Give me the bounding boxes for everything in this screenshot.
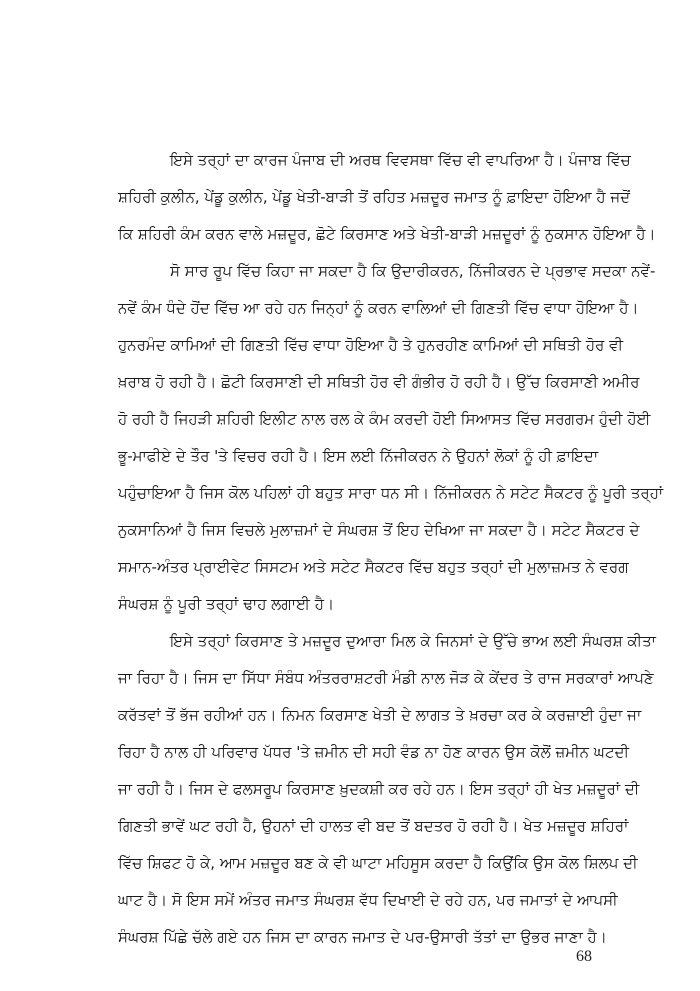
text-line: ਇਸੇ ਤਰ੍ਹਾਂ ਕਿਰਸਾਣ ਤੇ ਮਜ਼ਦੂਰ ਦੁਆਰਾ ਮਿਲ ਕੇ ਜਿਨਸਾਂ ਦੇ ਉੱਚੇ ਭਾਅ ਲਈ ਸੰਘਰਸ਼ ਕੀਤਾ (170, 632, 656, 650)
text-line: ਭੂ-ਮਾਫੀਏ ਦੇ ਤੌਰ 'ਤੇ ਵਿਚਰ ਰਹੀ ਹੈ। ਇਸ ਲਈ ਨਿੱਜੀਕਰਨ ਨੇ ਉਹਨਾਂ ਲੋਕਾਂ ਨੂੰ ਹੀ ਫ਼ਾਇਦਾ (118, 447, 599, 465)
text-line: ਨੁਕਸਾਨਿਆਂ ਹੈ ਜਿਸ ਵਿਚਲੇ ਮੁਲਾਜ਼ਮਾਂ ਦੇ ਸੰਘਰਸ਼ ਤੋਂ ਇਹ ਦੇਖਿਆ ਜਾ ਸਕਦਾ ਹੈ। ਸਟੇਟ ਸੈਕਟਰ ਦੇ (118, 521, 640, 539)
text-line: ਜਾ ਰਿਹਾ ਹੈ। ਜਿਸ ਦਾ ਸਿੱਧਾ ਸੰਬੰਧ ਅੰਤਰਰਾਸ਼ਟਰੀ ਮੰਡੀ ਨਾਲ ਜੋੜ ਕੇ ਕੇਂਦਰ ਤੇ ਰਾਜ ਸਰਕਾਰਾਂ ਆਪਣੇ (118, 669, 654, 687)
text-line: ਕਰੱਤਵਾਂ ਤੋਂ ਭੱਜ ਰਹੀਆਂ ਹਨ। ਨਿਮਨ ਕਿਰਸਾਣ ਖੇਤੀ ਦੇ ਲਾਗਤ ਤੇ ਖ਼ਰਚਾ ਕਰ ਕੇ ਕਰਜ਼ਾਈ ਹੁੰਦਾ ਜਾ (118, 706, 642, 724)
text-line: ਪਹੁੰਚਾਇਆ ਹੈ ਜਿਸ ਕੋਲ ਪਹਿਲਾਂ ਹੀ ਬਹੁਤ ਸਾਰਾ ਧਨ ਸੀ। ਨਿੱਜੀਕਰਨ ਨੇ ਸਟੇਟ ਸੈਕਟਰ ਨੂੰ ਪੂਰੀ ਤਰ੍ਹਾਂ (118, 484, 664, 502)
text-line: ਕਿ ਸ਼ਹਿਰੀ ਕੰਮ ਕਰਨ ਵਾਲੇ ਮਜ਼ਦੂਰ, ਛੋਟੇ ਕਿਰਸਾਣ ਅਤੇ ਖੇਤੀ-ਬਾੜੀ ਮਜ਼ਦੂਰਾਂ ਨੂੰ ਨੁਕਸਾਨ ਹੋਇਆ ਹੈ। (118, 225, 656, 243)
text-line: ਸਮਾਨ-ਅੰਤਰ ਪ੍ਰਾਈਵੇਟ ਸਿਸਟਮ ਅਤੇ ਸਟੇਟ ਸੈਕਟਰ ਵਿੱਚ ਬਹੁਤ ਤਰ੍ਹਾਂ ਦੀ ਮੁਲਾਜ਼ਮਤ ਨੇ ਵਰਗ (118, 558, 629, 576)
paragraph (118, 626, 656, 959)
text-line: ਸ਼ਹਿਰੀ ਕੁਲੀਨ, ਪੇਂਡੂ ਕੁਲੀਨ, ਪੇਂਡੂ ਖੇਤੀ-ਬਾੜੀ ਤੋਂ ਰਹਿਤ ਮਜ਼ਦੂਰ ਜਮਾਤ ਨੂੰ ਫ਼ਾਇਦਾ ਹੋਇਆ ਹੈ ਜਦੋਂ (118, 188, 631, 206)
text-line: ਘਾਟ ਹੈ। ਸੋ ਇਸ ਸਮੇਂ ਅੰਤਰ ਜਮਾਤ ਸੰਘਰਸ਼ ਵੱਧ ਦਿਖਾਈ ਦੇ ਰਹੇ ਹਨ, ਪਰ ਜਮਾਤਾਂ ਦੇ ਆਪਸੀ (118, 891, 618, 909)
text-line: ਨਵੇਂ ਕੰਮ ਧੰਦੇ ਹੋਂਦ ਵਿੱਚ ਆ ਰਹੇ ਹਨ ਜਿਨ੍ਹਾਂ ਨੂੰ ਕਰਨ ਵਾਲਿਆਂ ਦੀ ਗਿਣਤੀ ਵਿੱਚ ਵਾਧਾ ਹੋਇਆ ਹੈ। (118, 299, 639, 317)
text-line: ਹੋ ਰਹੀ ਹੈ ਜਿਹੜੀ ਸ਼ਹਿਰੀ ਇਲੀਟ ਨਾਲ ਰਲ ਕੇ ਕੰਮ ਕਰਦੀ ਹੋਈ ਸਿਆਸਤ ਵਿੱਚ ਸਰਗਰਮ ਹੁੰਦੀ ਹੋਈ (118, 410, 651, 428)
text-line: ਇਸੇ ਤਰ੍ਹਾਂ ਦਾ ਕਾਰਜ ਪੰਜਾਬ ਦੀ ਅਰਥ ਵਿਵਸਥਾ ਵਿੱਚ ਵੀ ਵਾਪਰਿਆ ਹੈ। ਪੰਜਾਬ ਵਿੱਚ (170, 151, 631, 169)
text-line: ਰਿਹਾ ਹੈ ਨਾਲ ਹੀ ਪਰਿਵਾਰ ਪੱਧਰ 'ਤੇ ਜ਼ਮੀਨ ਦੀ ਸਹੀ ਵੰਡ ਨਾ ਹੋਣ ਕਾਰਨ ਉਸ ਕੋਲੋਂ ਜ਼ਮੀਨ ਘਟਦੀ (118, 743, 630, 761)
paragraph (118, 145, 656, 256)
text-line: ਜਾ ਰਹੀ ਹੈ। ਜਿਸ ਦੇ ਫਲਸਰੂਪ ਕਿਰਸਾਣ ਖ਼ੁਦਕਸ਼ੀ ਕਰ ਰਹੇ ਹਨ। ਇਸ ਤਰ੍ਹਾਂ ਹੀ ਖੇਤ ਮਜ਼ਦੂਰਾਂ ਦੀ (118, 780, 640, 798)
page-number: 68 (576, 948, 592, 965)
document-body (118, 145, 664, 959)
text-line: ਸੋ ਸਾਰ ਰੂਪ ਵਿੱਚ ਕਿਹਾ ਜਾ ਸਕਦਾ ਹੈ ਕਿ ਉਦਾਰੀਕਰਨ, ਨਿੱਜੀਕਰਨ ਦੇ ਪ੍ਰਭਾਵ ਸਦਕਾ ਨਵੇਂ- (170, 262, 656, 280)
text-line: ਖ਼ਰਾਬ ਹੋ ਰਹੀ ਹੈ। ਛੋਟੀ ਕਿਰਸਾਣੀ ਦੀ ਸਥਿਤੀ ਹੋਰ ਵੀ ਗੰਭੀਰ ਹੋ ਰਹੀ ਹੈ। ਉੱਚ ਕਿਰਸਾਣੀ ਅਮੀਰ (118, 373, 640, 391)
text-line: ਸੰਘਰਸ਼ ਨੂੰ ਪੂਰੀ ਤਰ੍ਹਾਂ ਢਾਹ ਲਗਾਈ ਹੈ। (118, 595, 335, 613)
paragraph (118, 256, 664, 626)
text-line: ਗਿਣਤੀ ਭਾਵੇਂ ਘਟ ਰਹੀ ਹੈ, ਉਹਨਾਂ ਦੀ ਹਾਲਤ ਵੀ ਬਦ ਤੋਂ ਬਦਤਰ ਹੋ ਰਹੀ ਹੈ। ਖੇਤ ਮਜ਼ਦੂਰ ਸ਼ਹਿਰਾਂ (118, 817, 629, 835)
text-line: ਹੁਨਰਮੰਦ ਕਾਮਿਆਂ ਦੀ ਗਿਣਤੀ ਵਿੱਚ ਵਾਧਾ ਹੋਇਆ ਹੈ ਤੇ ਹੁਨਰਹੀਣ ਕਾਮਿਆਂ ਦੀ ਸਥਿਤੀ ਹੋਰ ਵੀ (118, 336, 624, 354)
text-line: ਸੰਘਰਸ਼ ਪਿੱਛੇ ਚੱਲੇ ਗਏ ਹਨ ਜਿਸ ਦਾ ਕਾਰਨ ਜਮਾਤ ਦੇ ਪਰ-ਉਸਾਰੀ ਤੱਤਾਂ ਦਾ ਉਭਰ ਜਾਣਾ ਹੈ। (118, 928, 607, 946)
text-line: ਵਿੱਚ ਸ਼ਿਫਟ ਹੋ ਕੇ, ਆਮ ਮਜ਼ਦੂਰ ਬਣ ਕੇ ਵੀ ਘਾਟਾ ਮਹਿਸੂਸ ਕਰਦਾ ਹੈ ਕਿਉਂਕਿ ਉਸ ਕੋਲ ਸ਼ਿਲਪ ਦੀ (118, 854, 638, 872)
